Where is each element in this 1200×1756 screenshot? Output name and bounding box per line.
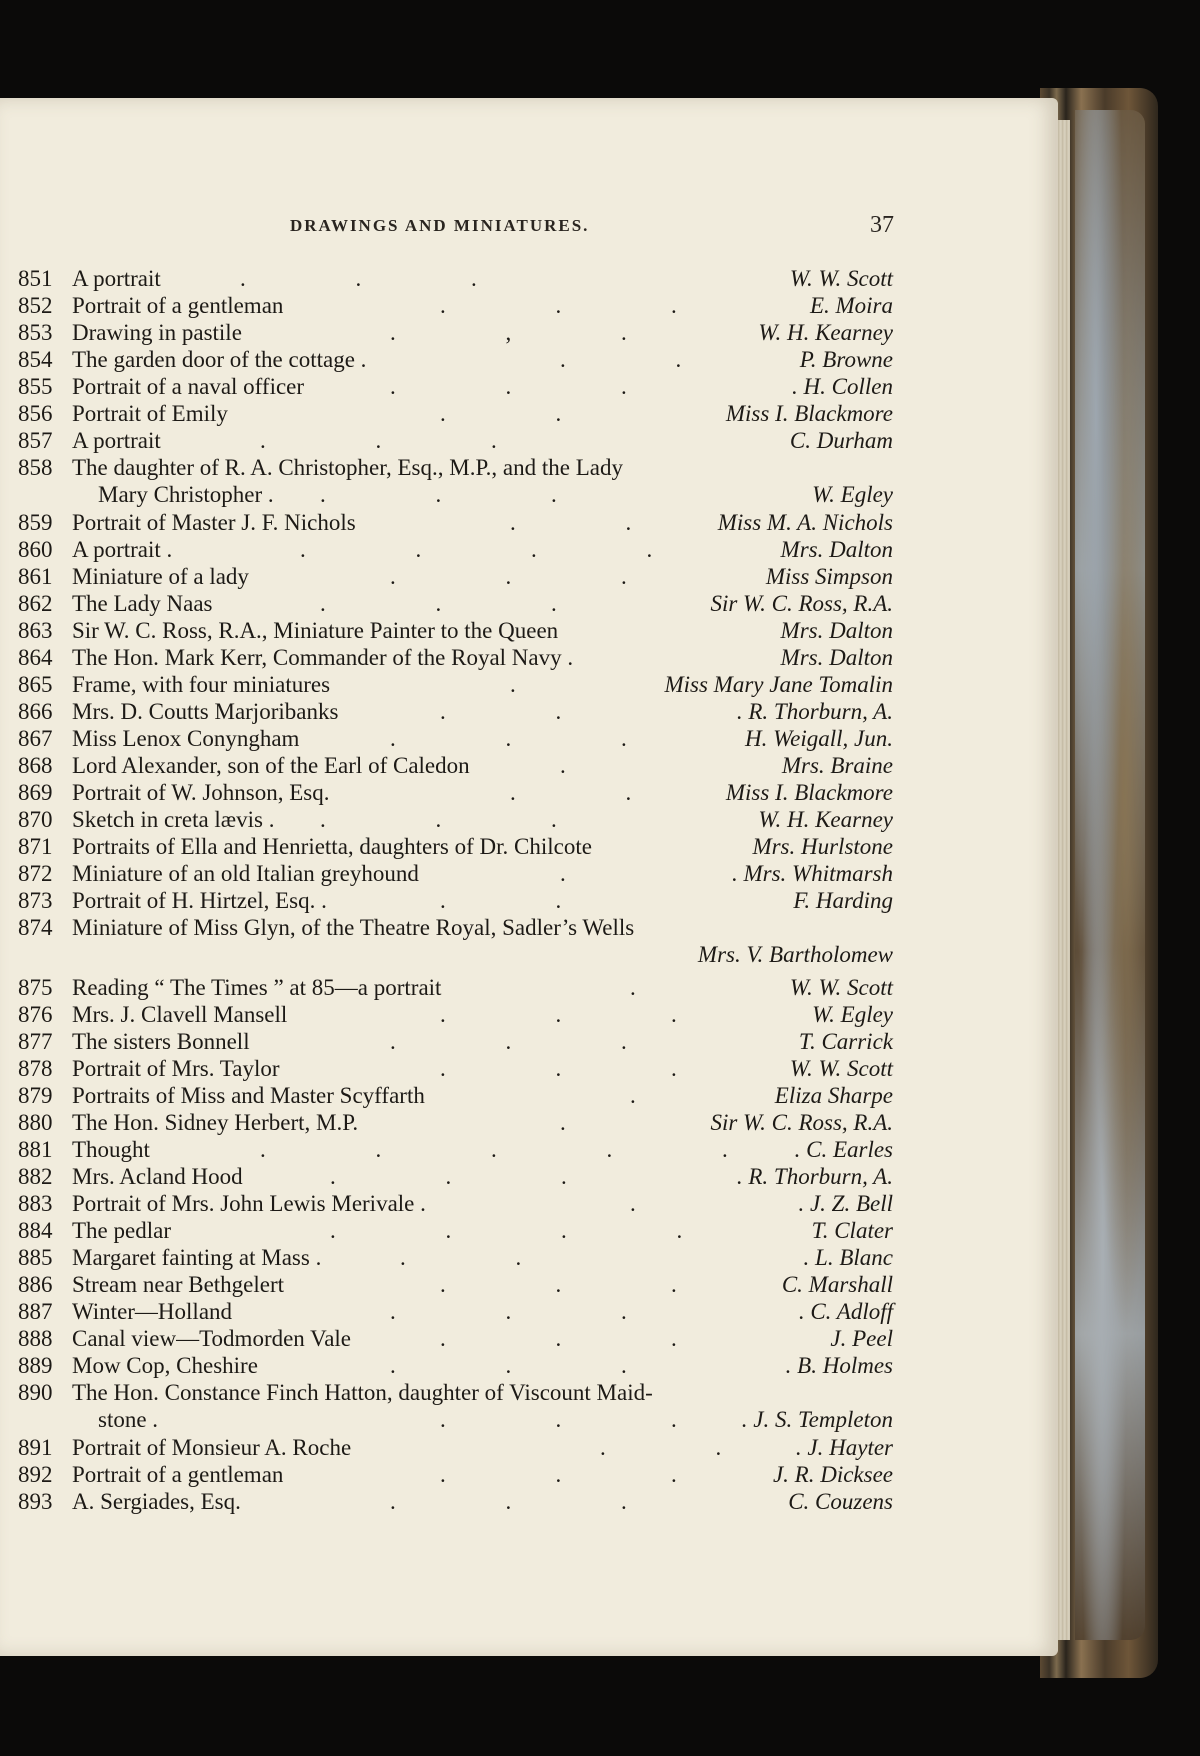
entry-number: 857 [18,428,53,453]
leader-dots: . . . [440,1462,729,1487]
entry-number: 890 [18,1380,53,1405]
entry-artist: Mrs. V. Bartholomew [697,942,893,967]
entry-artist: H. Weigall, Jun. [745,726,893,751]
leader-dots: . . . [390,1489,679,1514]
entry-number: 886 [18,1272,53,1297]
entry-title: Portrait of H. Hirtzel, Esq. . [72,888,327,913]
entry-title: The Hon. Constance Finch Hatton, daughter of Viscount Maid- [72,1380,653,1405]
entry-artist: . C. Earles [794,1137,893,1162]
entry-title: The sisters Bonnell [72,1029,250,1054]
entry-artist: W. W. Scott [789,266,893,291]
leader-dots: . . . . [330,1218,735,1243]
entry-artist: Miss I. Blackmore [725,780,893,805]
leader-dots: . . . . . [260,1137,780,1162]
entry-number: 888 [18,1326,53,1351]
leader-dots: . [630,1083,688,1108]
leader-dots: . . [440,401,614,426]
leader-dots: . . . [390,374,679,399]
entry-number: 852 [18,293,53,318]
entry-number: 855 [18,374,53,399]
entry-number: 853 [18,320,53,345]
entry-title-continued: stone . [98,1407,159,1432]
entry-title: Mrs. Acland Hood [72,1164,243,1189]
entry-number: 861 [18,564,53,589]
entry-number: 882 [18,1164,53,1189]
entry-number: 859 [18,510,53,535]
entry-artist: . R. Thorburn, A. [736,1164,893,1189]
entry-title: Frame, with four miniatures [72,672,331,697]
entry-number: 887 [18,1299,53,1324]
entry-number: 872 [18,861,53,886]
entry-number: 864 [18,645,53,670]
leader-dots: . [630,975,688,1000]
entry-artist: Eliza Sharpe [774,1083,893,1108]
entry-number: 862 [18,591,53,616]
entry-title: A. Sergiades, Esq. [72,1489,241,1514]
entry-title: A portrait . [72,537,173,562]
leader-dots: . . . [440,293,729,318]
entry-number: 891 [18,1435,53,1460]
leader-dots: . . [440,888,614,913]
leader-dots: . , . [390,320,679,345]
entry-artist: W. H. Kearney [758,320,893,345]
entry-title: Mrs. J. Clavell Mansell [72,1002,288,1027]
entry-title: Mow Cop, Cheshire [72,1353,258,1378]
leader-dots: . . . [330,1164,619,1189]
entry-title: Reading “ The Times ” at 85—a portrait [72,975,442,1000]
entry-title: Portrait of a naval officer [72,374,305,399]
entry-title: Canal view—Todmorden Vale [72,1326,352,1351]
entry-artist: W. Egley [812,482,893,507]
entry-title: A portrait [72,428,161,453]
entry-title: Portraits of Miss and Master Scyffarth [72,1083,425,1108]
entry-artist: Miss Mary Jane Tomalin [664,672,893,697]
entry-title: Portrait of Master J. F. Nichols [72,510,356,535]
entry-artist: F. Harding [793,888,893,913]
entry-artist: J. R. Dicksee [772,1462,893,1487]
entry-number: 889 [18,1353,53,1378]
entry-artist: . R. Thorburn, A. [736,699,893,724]
entry-artist: . C. Adloff [798,1299,893,1324]
entry-number: 878 [18,1056,53,1081]
entry-artist: P. Browne [799,347,893,372]
entry-artist: C. Marshall [781,1272,893,1297]
running-head: DRAWINGS AND MINIATURES. [290,216,590,235]
leader-dots: . . . [390,726,679,751]
entry-artist: Sir W. C. Ross, R.A. [710,1110,893,1135]
leader-dots: . . . [320,807,609,832]
entry-title-continued: Mary Christopher . [98,482,274,507]
entry-number: 874 [18,915,53,940]
entry-title: Portrait of a gentleman [72,1462,284,1487]
entry-artist: . B. Holmes [785,1353,893,1378]
entry-artist: J. Peel [830,1326,893,1351]
entry-title: The daughter of R. A. Christopher, Esq., M.P., and the Lady [72,455,624,480]
entry-artist: . J. Hayter [795,1435,893,1460]
entry-number: 867 [18,726,53,751]
entry-number: 866 [18,699,53,724]
entry-artist: . J. Z. Bell [798,1191,893,1216]
entry-title: Sketch in creta lævis . [72,807,275,832]
entry-number: 863 [18,618,53,643]
entry-title: Portrait of Emily [72,401,228,426]
leader-dots: . . . [390,1029,679,1054]
leader-dots: . . . [440,1002,729,1027]
entry-title: Miniature of a lady [72,564,249,589]
leader-dots: . [560,753,618,778]
entry-title: Portrait of W. Johnson, Esq. [72,780,330,805]
leader-dots: . . [600,1435,774,1460]
entry-number: 873 [18,888,53,913]
entry-number: 880 [18,1110,53,1135]
leader-dots: . . . . [300,537,705,562]
entry-number: 854 [18,347,53,372]
leader-dots: . [560,861,618,886]
entry-number: 876 [18,1002,53,1027]
entry-title: The pedlar [72,1218,171,1243]
entry-artist: . Mrs. Whitmarsh [731,861,893,886]
leader-dots: . . . [320,591,609,616]
entry-number: 875 [18,975,53,1000]
entry-artist: . J. S. Templeton [741,1407,893,1432]
entry-number: 877 [18,1029,53,1054]
entry-number: 881 [18,1137,53,1162]
entry-title: The garden door of the cottage . [72,347,367,372]
entry-number: 883 [18,1191,53,1216]
catalogue-entry [0,1489,1058,1545]
entry-title: A portrait [72,266,161,291]
marbled-page-edge [1075,110,1145,1640]
entry-title: The Hon. Sidney Herbert, M.P. [72,1110,359,1135]
leader-dots: . . . [440,1326,729,1351]
leader-dots: . . [440,699,614,724]
entry-title: Miniature of Miss Glyn, of the Theatre Royal, Sadler’s Wells [72,915,635,940]
entry-number: 860 [18,537,53,562]
catalogue-entry [0,915,1058,971]
entry-title: Stream near Bethgelert [72,1272,285,1297]
entry-number: 858 [18,455,53,480]
entry-number: 869 [18,780,53,805]
entry-artist: Mrs. Dalton [780,537,893,562]
leader-dots: . . . [440,1056,729,1081]
entry-title: Winter—Holland [72,1299,233,1324]
entry-number: 871 [18,834,53,859]
entry-artist: T. Carrick [798,1029,893,1054]
entry-number: 884 [18,1218,53,1243]
entry-number: 885 [18,1245,53,1270]
leader-dots: . . . [240,266,529,291]
entry-title: Miss Lenox Conyngham [72,726,300,751]
entry-artist: Mrs. Braine [781,753,893,778]
entry-number: 851 [18,266,53,291]
page-number: 37 [870,212,894,238]
entry-artist: E. Moira [809,293,893,318]
entry-artist: Miss I. Blackmore [725,401,893,426]
entry-number: 865 [18,672,53,697]
entry-number: 893 [18,1489,53,1514]
entry-artist: . L. Blanc [803,1245,893,1270]
leader-dots: . . [510,510,684,535]
leader-dots: . . . [440,1272,729,1297]
entry-title: Portrait of Mrs. John Lewis Merivale . [72,1191,426,1216]
entry-title: Portrait of a gentleman [72,293,284,318]
entry-artist: Mrs. Dalton [780,645,893,670]
entry-title: Portrait of Mrs. Taylor [72,1056,280,1081]
entry-number: 892 [18,1462,53,1487]
catalogue-entry [0,455,1058,511]
entry-artist: Sir W. C. Ross, R.A. [710,591,893,616]
entry-title: The Lady Naas [72,591,213,616]
entry-artist: W. W. Scott [789,975,893,1000]
entry-artist: C. Durham [789,428,893,453]
entry-number: 856 [18,401,53,426]
entry-artist: Mrs. Hurlstone [752,834,893,859]
entry-title: Portrait of Monsieur A. Roche [72,1435,352,1460]
entry-artist: W. Egley [812,1002,893,1027]
entry-number: 870 [18,807,53,832]
leader-dots: . [560,1110,618,1135]
leader-dots: . . . [390,564,679,589]
entry-artist: W. H. Kearney [758,807,893,832]
entry-title: The Hon. Mark Kerr, Commander of the Royal Navy . [72,645,574,670]
leader-dots: . . [400,1245,574,1270]
entry-title: Miniature of an old Italian greyhound [72,861,419,886]
entry-title: Mrs. D. Coutts Marjoribanks [72,699,339,724]
entry-artist: Miss Simpson [765,564,893,589]
leader-dots: . [510,672,568,697]
leader-dots: . . [510,780,684,805]
entry-artist: W. W. Scott [789,1056,893,1081]
leader-dots: . . . [390,1353,679,1378]
entry-title: Thought [72,1137,150,1162]
catalogue-entry [0,1380,1058,1436]
leader-dots: . . . [260,428,549,453]
leader-dots: . . . [390,1299,679,1324]
leader-dots: . . . [440,1407,729,1432]
entry-title: Portraits of Ella and Henrietta, daughters of Dr. Chilcote [72,834,592,859]
leader-dots: . . . [320,482,609,507]
entry-artist: Miss M. A. Nichols [717,510,893,535]
entry-title: Sir W. C. Ross, R.A., Miniature Painter to the Queen [72,618,559,643]
entry-artist: Mrs. Dalton [780,618,893,643]
leader-dots: . . [560,347,734,372]
entry-number: 868 [18,753,53,778]
entry-title: Margaret fainting at Mass . [72,1245,322,1270]
entry-title: Drawing in pastile [72,320,242,345]
entry-title: Lord Alexander, son of the Earl of Caledon [72,753,470,778]
entry-artist: . H. Collen [792,374,893,399]
entry-number: 879 [18,1083,53,1108]
entry-artist: C. Couzens [788,1489,893,1514]
leader-dots: . [630,1191,688,1216]
entry-artist: T. Clater [811,1218,893,1243]
